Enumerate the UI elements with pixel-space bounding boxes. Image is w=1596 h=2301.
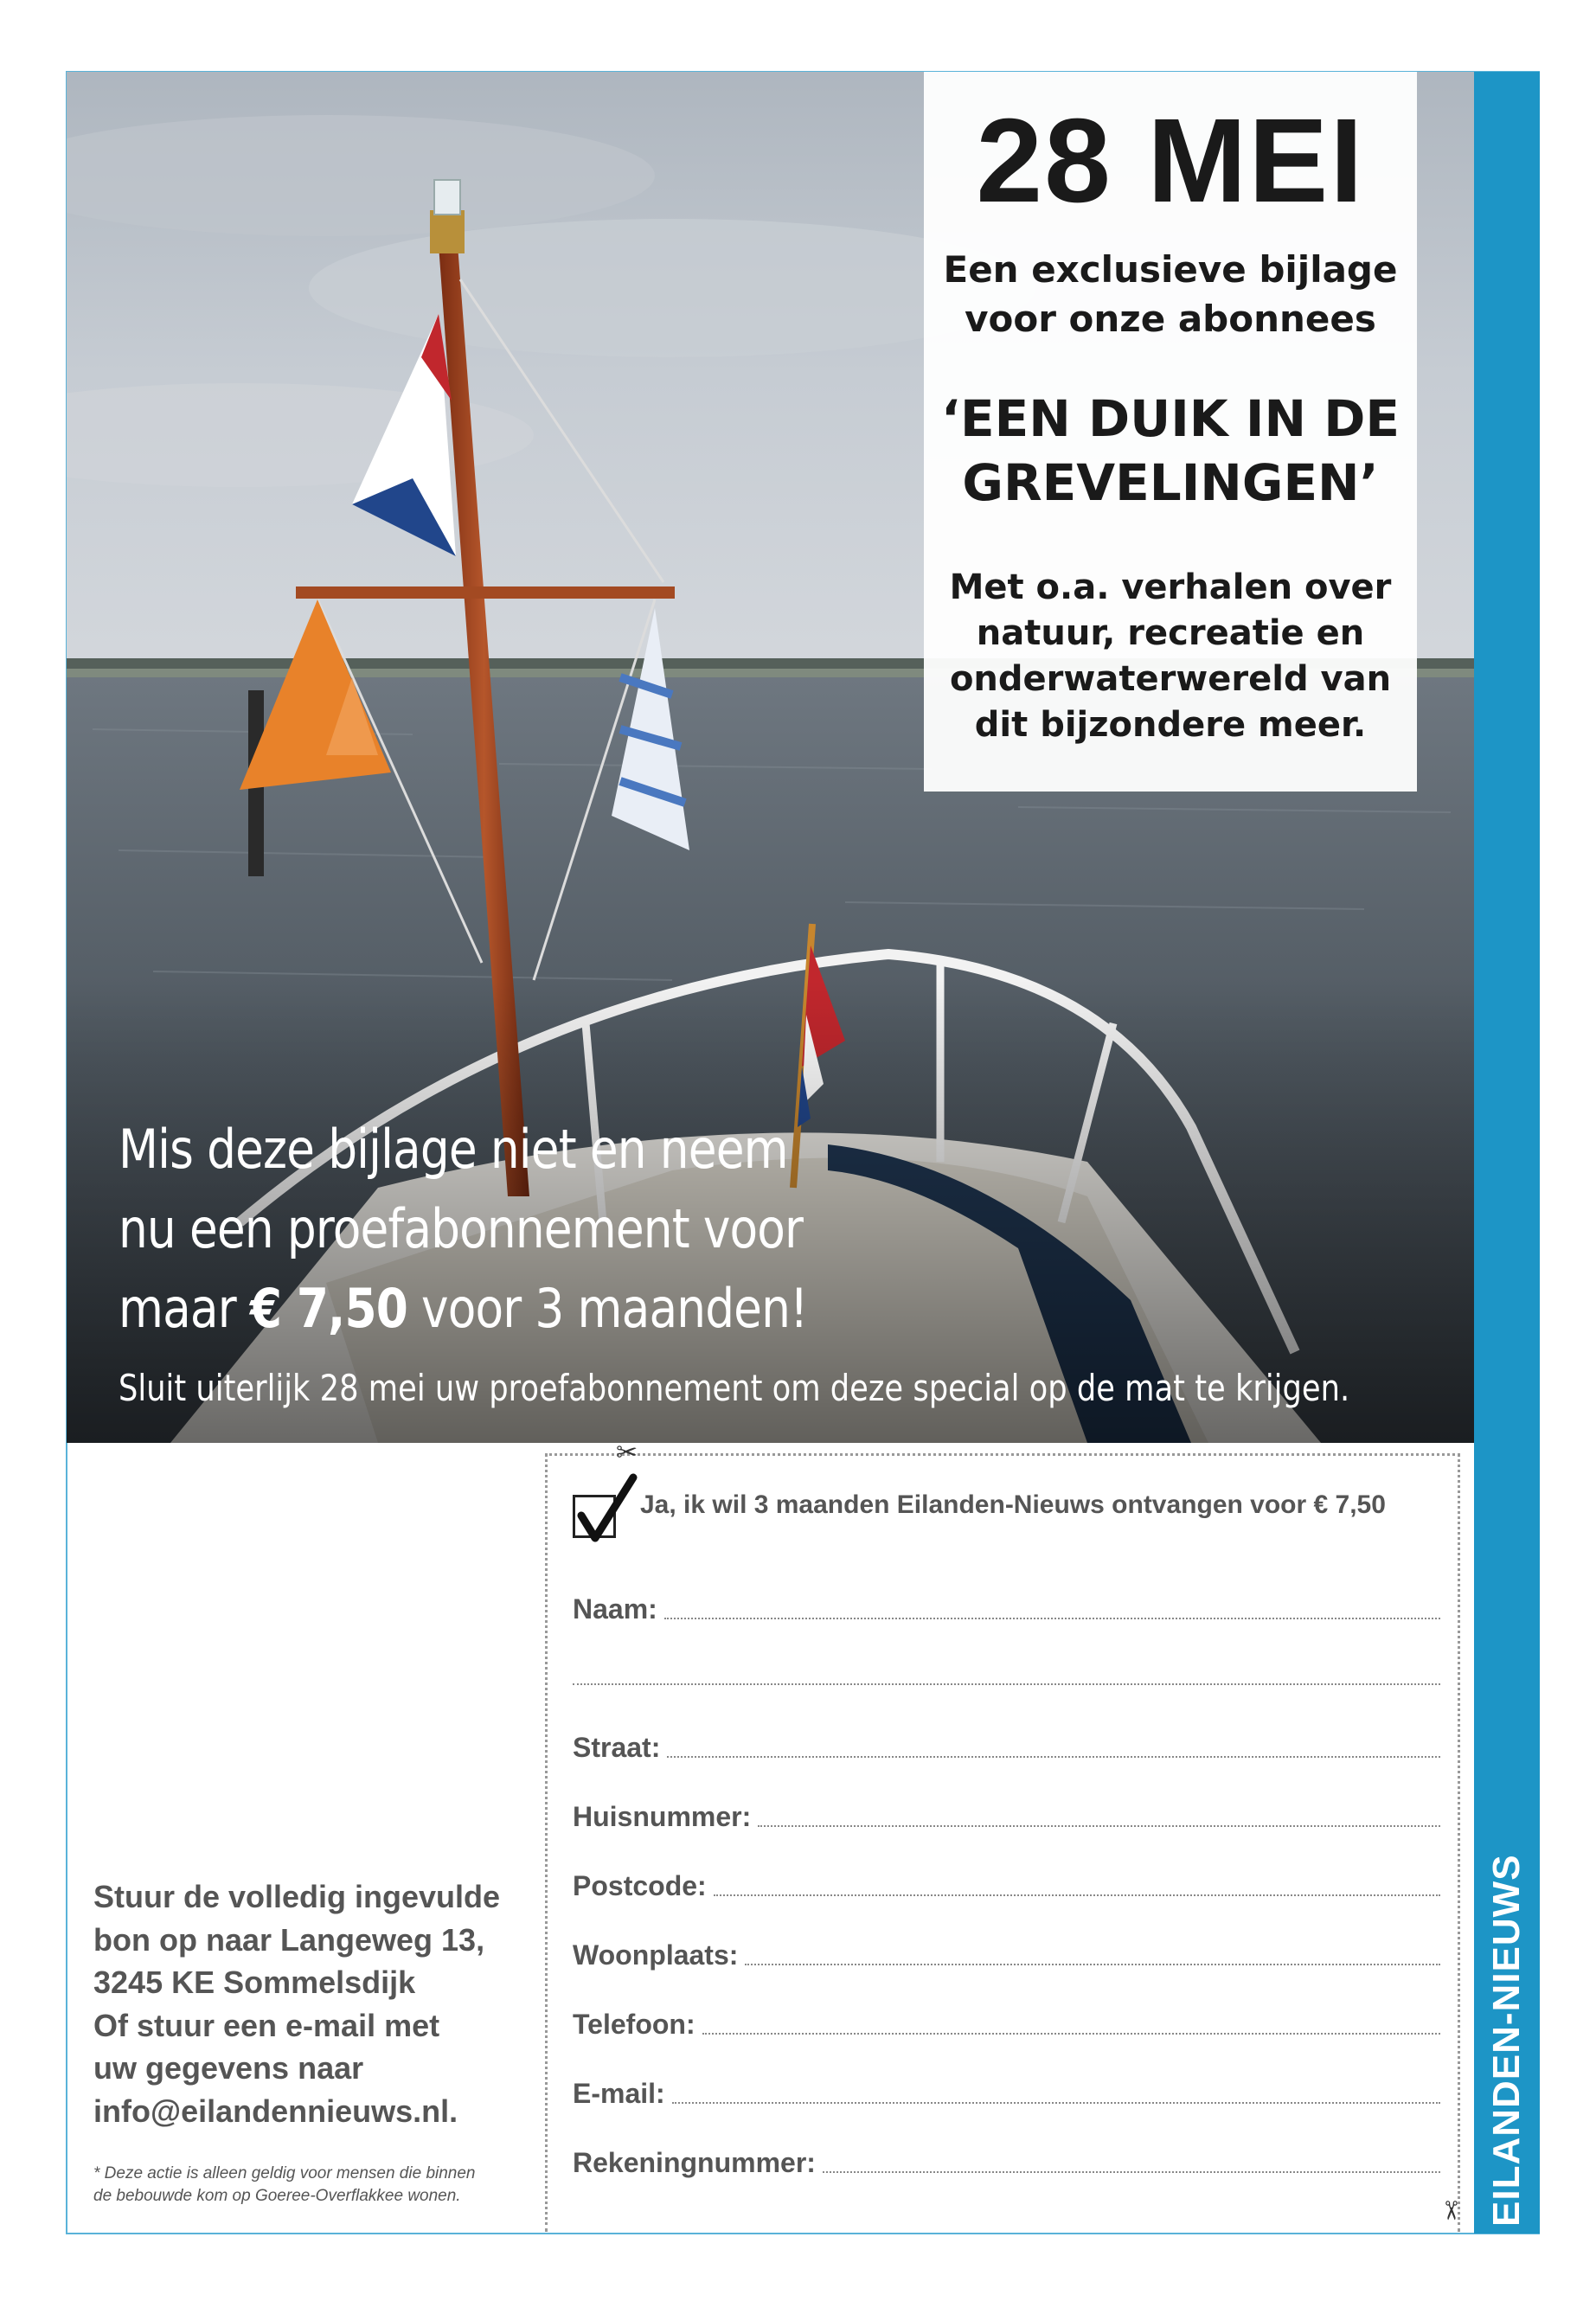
account-number-field[interactable]: Rekeningnummer: (573, 2142, 1440, 2180)
brand-logo-text: EILANDEN-NIEUWS (1485, 1854, 1528, 2227)
house-number-input-line[interactable] (758, 1825, 1440, 1827)
scissors-icon: ✂ (616, 1439, 638, 1467)
promo-headline: Mis deze bijlage niet en neem nu een proefabonnement voor maar € 7,50 voor 3 maanden! (119, 1118, 808, 1340)
release-date: 28 MEI (976, 94, 1365, 228)
promo-subline: Sluit uiterlijk 28 mei uw proefabonnement om deze special op de mat te krijgen. (119, 1367, 1350, 1409)
phone-input-line[interactable] (702, 2033, 1440, 2035)
name-extra-line[interactable] (573, 1683, 1440, 1685)
scissors-icon: ✂ (1436, 2199, 1465, 2222)
checkmark-icon (569, 1471, 638, 1548)
name-field[interactable]: Naam: (573, 1588, 1440, 1626)
email-address[interactable]: info@eilandennieuws.nl. (93, 2093, 458, 2129)
mailing-instructions: Stuur de volledig ingevulde bon op naar Langeweg 13, 3245 KE Sommelsdijk Of stuur een e-mail met uw gegevens naar info@eilandennieuws.nl. (93, 1875, 561, 2132)
special-announcement-box (924, 72, 1417, 792)
footnote: * Deze actie is alleen geldig voor mensen die binnen de bebouwde kom op Goeree-Overflakkee wonen. (93, 2164, 476, 2205)
email-field[interactable]: E-mail: (573, 2073, 1440, 2111)
house-number-field[interactable]: Huisnummer: (573, 1796, 1440, 1834)
account-number-input-line[interactable] (823, 2171, 1440, 2173)
special-title: ‘EEN DUIK IN DE GREVELINGEN’ (940, 389, 1401, 512)
postcode-field[interactable]: Postcode: (573, 1865, 1440, 1903)
name-input-line[interactable] (664, 1618, 1440, 1619)
special-description: Met o.a. verhalen over natuur, recreatie en onderwaterwereld van dit bijzondere meer. (949, 567, 1392, 745)
subscription-coupon (545, 1453, 1460, 2232)
promo-price: € 7,50 (249, 1277, 407, 1340)
city-field[interactable]: Woonplaats: (573, 1934, 1440, 1972)
subscribe-checkbox-label: Ja, ik wil 3 maanden Eilanden-Nieuws ontvangen voor € 7,50 (640, 1490, 1386, 1519)
intro-text: Een exclusieve bijlage voor onze abonnees (943, 248, 1398, 340)
street-input-line[interactable] (667, 1756, 1440, 1758)
phone-field[interactable]: Telefoon: (573, 2003, 1440, 2041)
email-input-line[interactable] (672, 2102, 1440, 2104)
street-field[interactable]: Straat: (573, 1727, 1440, 1765)
postcode-input-line[interactable] (714, 1894, 1440, 1896)
city-input-line[interactable] (745, 1964, 1440, 1965)
